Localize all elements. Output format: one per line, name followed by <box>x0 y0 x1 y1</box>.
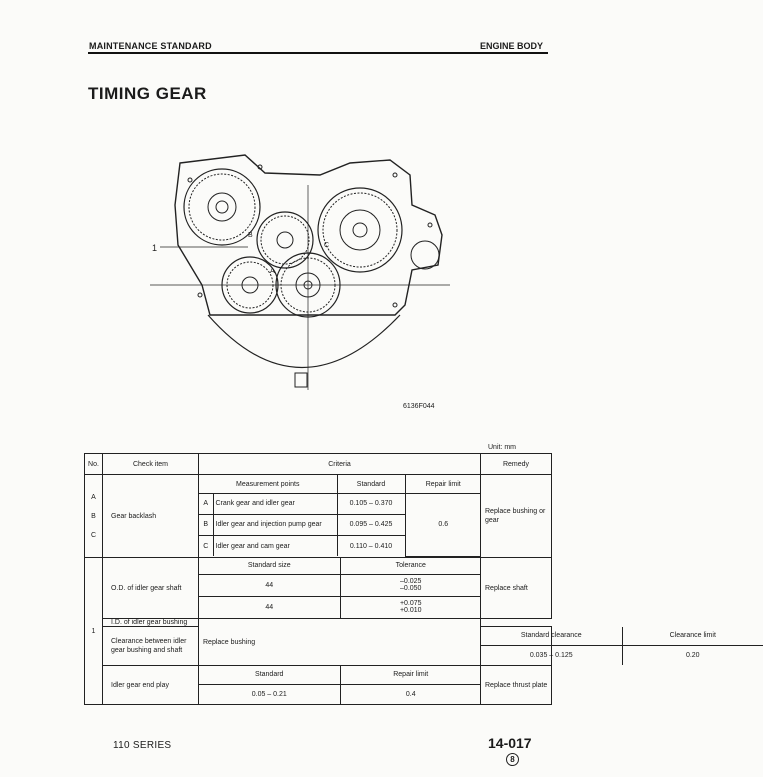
backlash-remedy: Replace bushing or gear <box>481 475 552 558</box>
maintenance-table <box>84 453 716 705</box>
od-subtable <box>199 558 481 618</box>
figure-code: 6136F044 <box>403 403 435 410</box>
endplay-standard: 0.05 – 0.21 <box>199 684 340 704</box>
header-check-item: Check item <box>103 454 199 475</box>
row-a-standard: 0.105 – 0.370 <box>337 493 405 514</box>
backlash-subtable <box>199 475 481 557</box>
od-tolerance <box>340 574 481 596</box>
endplay-limit: 0.4 <box>340 684 481 704</box>
endplay-remedy: Replace thrust plate <box>481 666 552 705</box>
id-size: 44 <box>199 596 340 618</box>
timing-gear-drawing <box>150 145 450 400</box>
od-header-tolerance: Tolerance <box>340 558 481 574</box>
od-remedy: Replace shaft <box>481 558 552 619</box>
od-criteria <box>199 558 481 619</box>
od-tol-bottom: –0.050 <box>400 585 422 592</box>
clearance-header-standard: Standard clearance <box>481 627 622 645</box>
id-tolerance <box>340 596 481 618</box>
backlash-item: Gear backlash <box>103 475 199 558</box>
row-c-standard: 0.110 – 0.410 <box>337 535 405 556</box>
backlash-no-cell <box>85 475 103 558</box>
idler-no: 1 <box>85 558 103 705</box>
clearance-standard: 0.035 – 0.125 <box>481 645 622 665</box>
clearance-subtable <box>481 627 763 665</box>
od-header-size: Standard size <box>199 558 340 574</box>
header-rule <box>88 52 548 54</box>
figure-label-c: C <box>324 242 330 249</box>
od-size: 44 <box>199 574 340 596</box>
callout-number: 1 <box>152 243 158 253</box>
clearance-remedy: Replace bushing <box>199 619 481 666</box>
id-item: I.D. of idler gear bushing <box>103 619 199 627</box>
sub-header-repair: Repair limit <box>405 475 481 493</box>
od-tol-top: –0.025 <box>400 578 422 585</box>
row-b-standard: 0.095 – 0.425 <box>337 514 405 535</box>
endplay-subtable <box>199 666 481 704</box>
id-tol-top: +0.075 <box>399 600 422 608</box>
header-right: ENGINE BODY <box>480 41 544 51</box>
row-a-letter: A <box>199 493 213 514</box>
row-b-letter: B <box>199 514 213 535</box>
sub-header-points: Measurement points <box>199 475 337 493</box>
clearance-item: Clearance between idler gear bushing and shaft <box>103 627 199 666</box>
row-a-point: Crank gear and idler gear <box>213 493 337 514</box>
backlash-no-a: A <box>91 493 96 501</box>
endplay-header-standard: Standard <box>199 666 340 684</box>
figure-label-b: B <box>248 232 253 239</box>
revision-badge: 8 <box>506 753 519 766</box>
backlash-criteria <box>199 475 481 558</box>
footer-series: 110 SERIES <box>113 740 172 751</box>
od-item: O.D. of idler gear shaft <box>103 558 199 619</box>
figure-label-a: A <box>270 268 275 275</box>
clearance-criteria <box>481 627 716 666</box>
header-no: No. <box>85 454 103 475</box>
clearance-header-limit: Clearance limit <box>622 627 763 645</box>
endplay-item: Idler gear end play <box>103 666 199 705</box>
header-remedy: Remedy <box>481 454 552 475</box>
footer-page-number: 14-017 <box>488 735 532 751</box>
endplay-criteria <box>199 666 481 705</box>
backlash-no-c: C <box>90 531 97 539</box>
backlash-no-b: B <box>91 512 96 520</box>
unit-label: Unit: mm <box>488 444 516 451</box>
id-tol-bottom: +0.010 <box>399 607 422 615</box>
sub-header-standard: Standard <box>337 475 405 493</box>
row-b-point: Idler gear and injection pump gear <box>213 514 337 535</box>
row-c-letter: C <box>199 535 213 556</box>
header-criteria: Criteria <box>199 454 481 475</box>
clearance-limit: 0.20 <box>622 645 763 665</box>
backlash-repair-limit: 0.6 <box>405 493 481 556</box>
page-title: TIMING GEAR <box>88 84 207 103</box>
endplay-header-limit: Repair limit <box>340 666 481 684</box>
row-c-point: Idler gear and cam gear <box>213 535 337 556</box>
header-left: MAINTENANCE STANDARD <box>89 41 212 51</box>
